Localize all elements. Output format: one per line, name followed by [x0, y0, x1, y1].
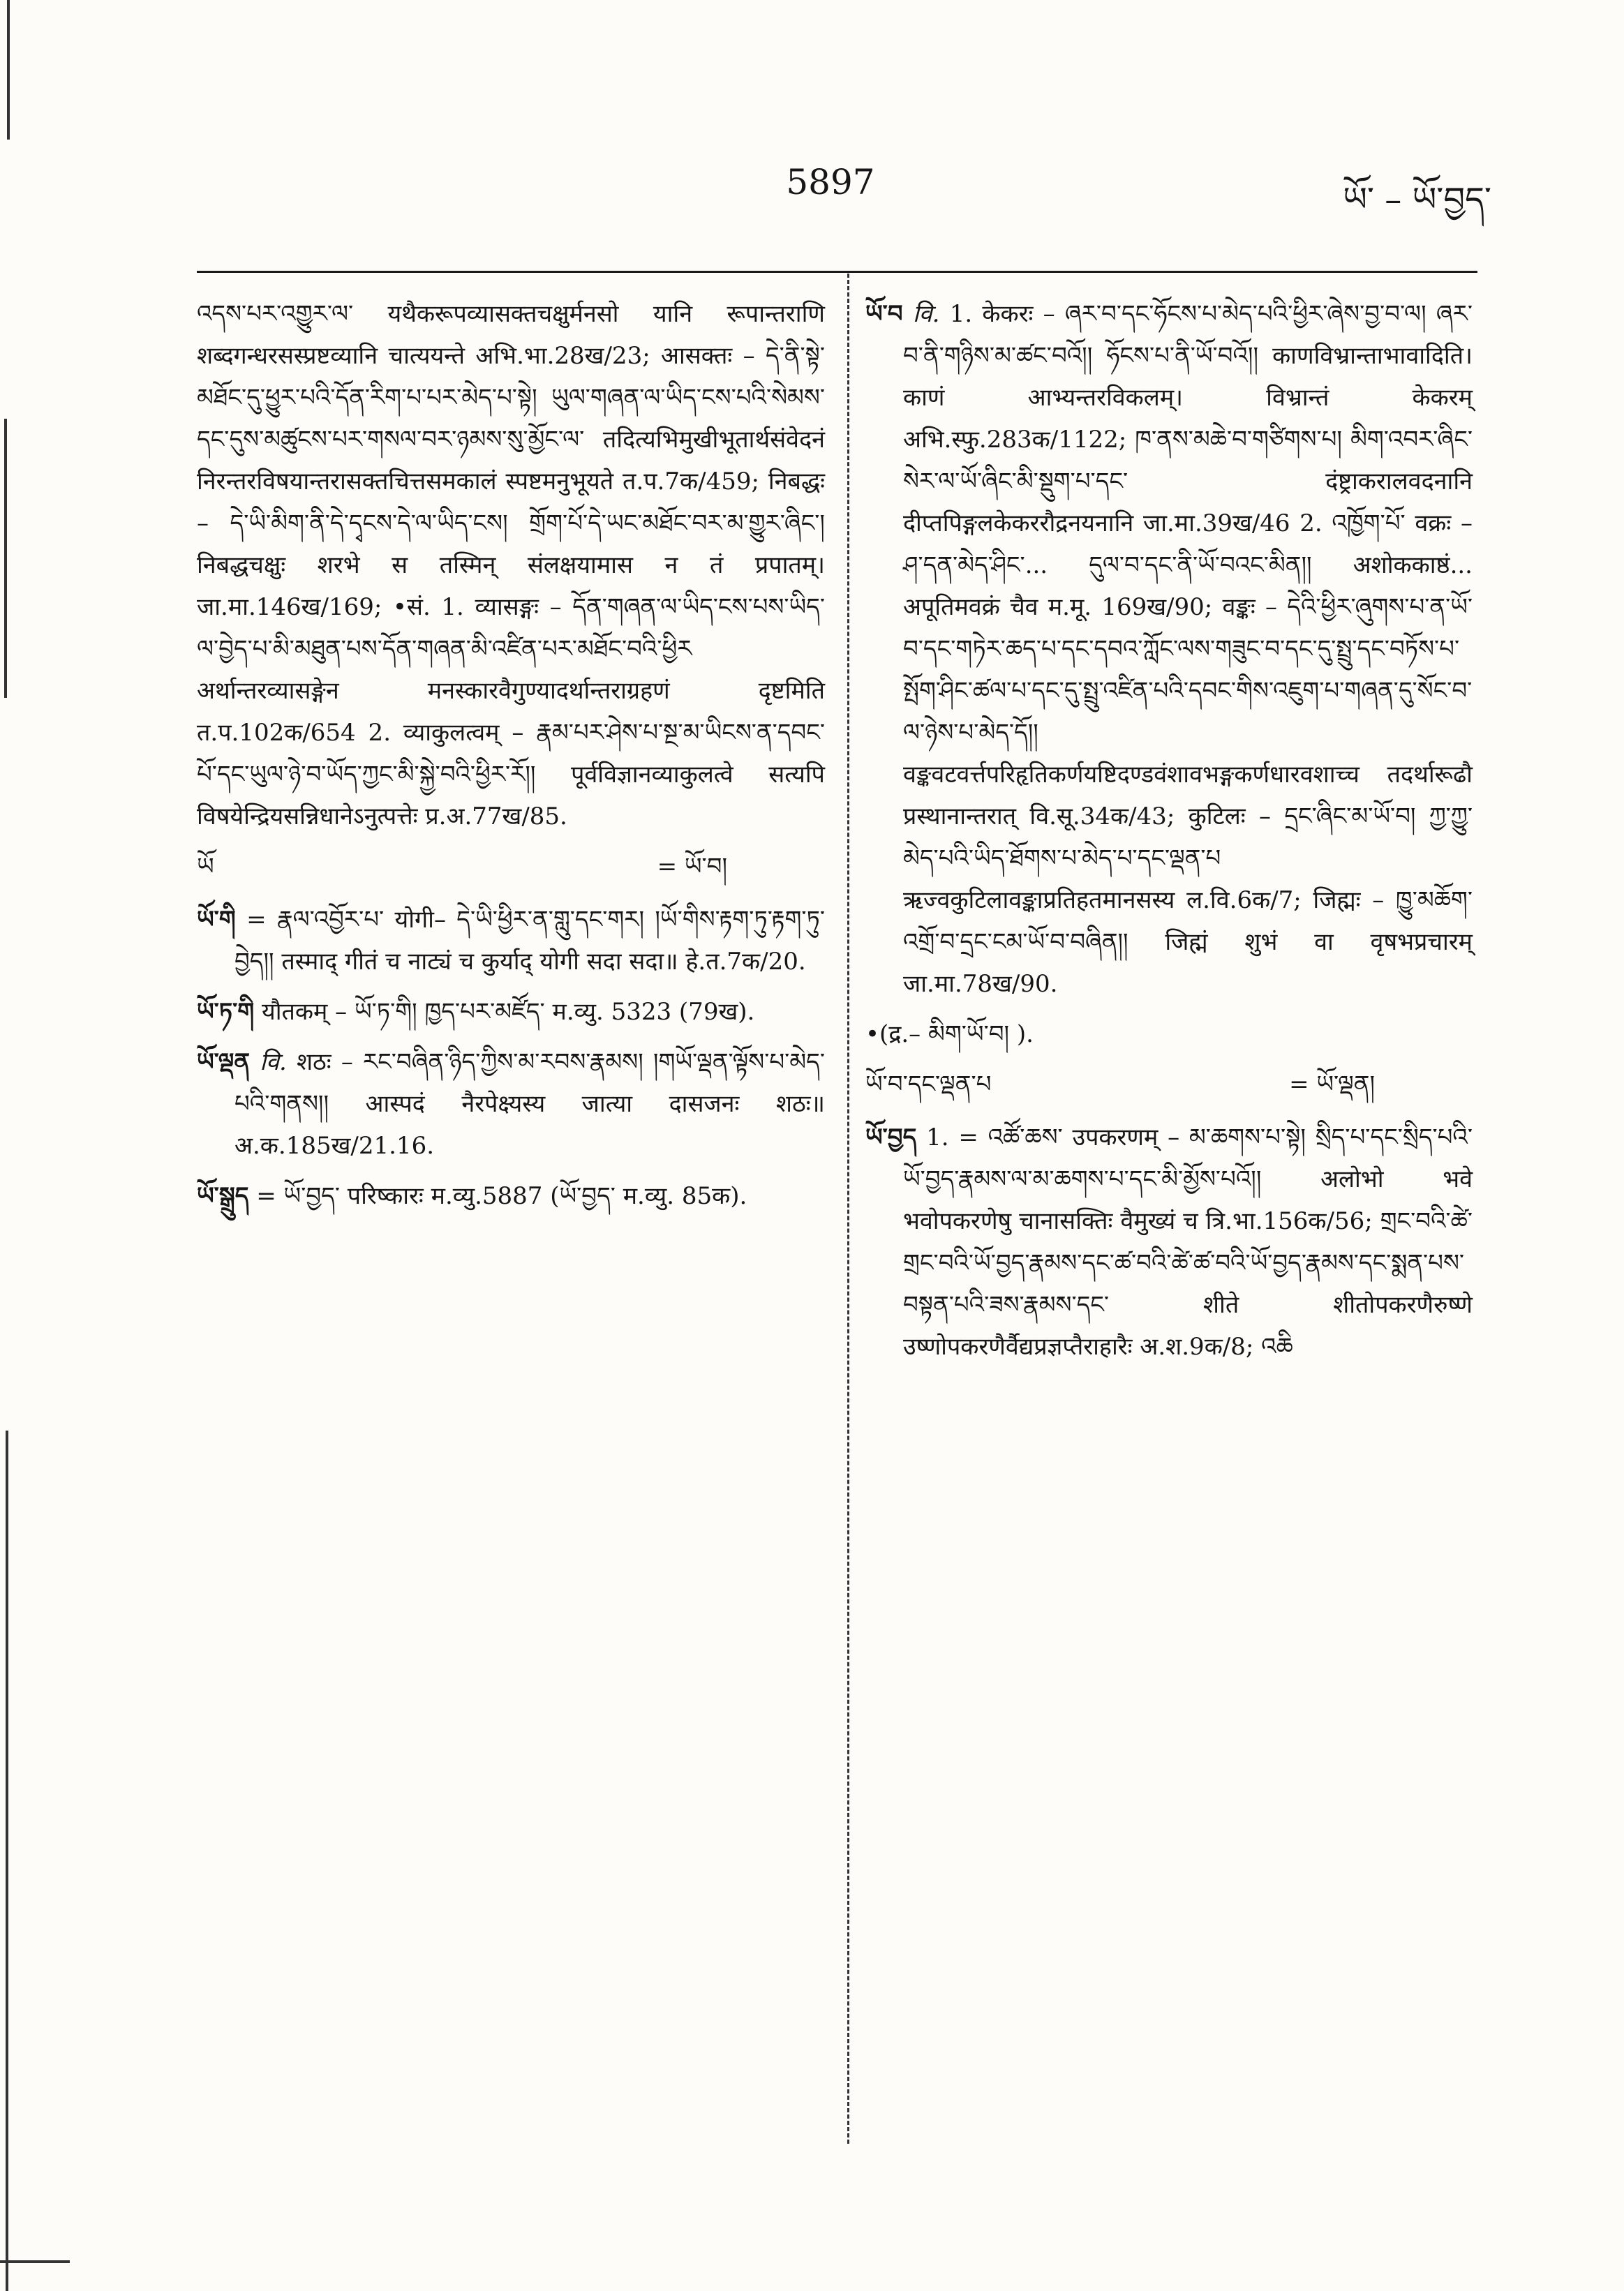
dictionary-entry	[865, 293, 1473, 1005]
headword: ཡོ་བ་དང་ལྡན་པ	[865, 1070, 992, 1098]
scan-edge-mark	[6, 1431, 8, 2291]
headword: ཡོ་གི	[197, 906, 236, 934]
headword: ཡོ་ལྡན	[197, 1048, 251, 1076]
column-divider	[847, 274, 849, 2144]
cross-reference-target: = ཡོ་བ།	[657, 853, 727, 881]
cross-reference	[197, 846, 825, 888]
scan-corner-mark	[0, 2260, 70, 2263]
headword: ཡོ་ཏ་གི	[197, 998, 255, 1026]
cross-reference	[865, 1064, 1473, 1105]
grammar-label: वि.	[260, 1048, 287, 1076]
headword: ཡོ	[197, 853, 214, 881]
grammar-label: वि.	[912, 300, 940, 328]
running-head: ཡོ་ – ཡོ་བྱད་	[1343, 180, 1491, 219]
scan-edge-mark	[7, 0, 10, 140]
entry-definition: शठः – རང་བཞིན་ཉིད་ཀྱིས་མ་རབས་རྣམས། །གཡོ་ལྡན་ལྟོས་པ་མེད་པའི་གནས།། आस्पदं नैरपेक्ष्यस्य जात्या दासजनः शठः॥ अ.क.185ख/21.16.	[234, 1048, 825, 1160]
cross-reference-target: = ཡོ་ལྡན།	[1289, 1070, 1375, 1098]
dictionary-entry	[865, 1117, 1473, 1368]
left-column	[197, 293, 825, 1225]
dictionary-entry	[197, 1175, 825, 1217]
dictionary-entry	[197, 899, 825, 983]
entry-continuation: •(द्र.– མིག་ཡོ་བ། ).	[865, 1020, 1034, 1048]
entry-definition: = རྣལ་འབྱོར་པ་ योगी– དེ་ཡི་ཕྱིར་ན་གླུ་དང་གར། །ཡོ་གིས་རྟག་ཏུ་རྟག་ཏུ་བྱེད།། तस्माद् गीतं च नाट्यं च कुर्याद् योगी सदा सदा॥ हे.त.7क/20.	[234, 906, 826, 976]
header-rule	[197, 271, 1477, 273]
entry-continuation: འདས་པར་འགྱུར་ལ་ यथैकरूपव्यासक्तचक्षुर्मनसो यानि रूपान्तराणि शब्दगन्धरसस्प्रष्टव्यानि चात्ययन्ते अभि.भा.28ख/23; आसक्तः – དེ་ནི་སྟེ་མཐོང་དུ་ཕྱུར་པའི་དོན་རིག་པ་པར་མེད་པ་སྟེ། ཡུལ་གཞན་ལ་ཡིད་ངས་པའི་སེམས་དང་དུས་མཚུངས་པར་གསལ་བར་ཉམས་སུ་མྱོང་ལ་ तदित्यभिमुखीभूतार्थसंवेदनं निरन्तरविषयान्तरासक्तचित्तसमकालं स्पष्टमनुभूयते त.प.7क/459; निबद्धः – དེ་ཡི་མིག་ནི་དེ་དྭངས་དེ་ལ་ཡིད་ངས། གྲོག་པོ་དེ་ཡང་མཐོང་བར་མ་གྱུར་ཞིང་། निबद्धचक्षुः शरभे स तस्मिन् संलक्षयामास न तं प्रपातम्। जा.मा.146ख/169; •सं. 1. व्यासङ्गः – དོན་གཞན་ལ་ཡིད་ངས་པས་ཡིད་ལ་བྱེད་པ་མི་མཐུན་པས་དོན་གཞན་མི་འཛིན་པར་མཐོང་བའི་ཕྱིར अर्थान्तरव्यासङ्गेन मनस्कारवैगुण्यादर्थान्तराग्रहणं दृष्टमिति त.प.102क/654 2. व्याकुलत्वम् – རྣམ་པར་ཤེས་པ་སྔ་མ་ཡིངས་ན་དབང་པོ་དང་ཡུལ་ཉེ་བ་ཡོད་ཀྱང་མི་སྐྱེ་བའི་ཕྱིར་རོ།། पूर्वविज्ञानव्याकुलत्वे सत्यपि विषयेन्द्रियसन्निधानेऽनुत्पत्तेः प्र.अ.77ख/85.	[197, 300, 825, 830]
right-column	[865, 293, 1473, 1376]
entry-definition: यौतकम् – ཡོ་ཏ་གི། ཁྱད་པར་མཛོད་ म.व्यु. 5323 (79ख).	[262, 998, 755, 1026]
entry-definition: = ཡོ་བྱད་ परिष्कारः म.व्यु.5887 (ཡོ་བྱད་ म.व्यु. 85क).	[256, 1182, 747, 1210]
scan-edge-mark	[4, 419, 7, 698]
dictionary-entry	[197, 991, 825, 1033]
dictionary-entry	[197, 1041, 825, 1167]
entry-definition: 1. केकरः – ཞར་བ་དང་ཧོངས་པ་མེད་པའི་ཕྱིར་ཞེས་བྱ་བ་ལ། ཞར་བ་ནི་གཉིས་མ་ཚང་བའོ།། ཧོངས་པ་ནི་ཡོ་བའོ།། काणविभ्रान्ताभावादिति। काणं आभ्यन्तरविकलम्। विभ्रान्तं केकरम् अभि.स्फु.283क/1122; ཁ་ནས་མཆེ་བ་གཙིགས་པ། མིག་འབར་ཞིང་སེར་ལ་ཡོ་ཞིང་མི་སྡུག་པ་དང་ दंष्ट्राकरालवदनानि दीप्तपिङ्गलकेकररौद्रनयनानि जा.मा.39ख/46 2. འཁྱོག་པོ་ वक्रः – ཤ་དན་མེད་ཤིང་... དུལ་བ་དང་ནི་ཡོ་བའང་མིན།། अशोककाष्ठं... अपूतिमवक्रं चैव म.मू. 169ख/90; वङ्कः – དེའི་ཕྱིར་ཞུགས་པ་ན་ཡོ་བ་དང་གཏེར་ཆད་པ་དང་དབའ་ཀློང་ལས་གཟུང་བ་དང་དུ་སྤྲུ་དང་བཏོས་པ་སྤོག་ཤིང་ཚལ་པ་དང་དུ་སྤྲུ་འཛིན་པའི་དབང་གིས་འཇུག་པ་གཞན་དུ་སོང་བ་ལ་ཉེས་པ་མེད་དོ།། वङ्कवटवर्त्तपरिहृतिकर्णयष्टिदण्डवंशावभङ्गकर्णधारवशाच्च तदर्थारूढौ प्रस्थानान्तरात् वि.सू.34क/43; कुटिलः – དྲང་ཞིང་མ་ཡོ་བ། ཀྱ་ཀྱུ་མེད་པའི་ཡིད་ཐོགས་པ་མེད་པ་དང་ལྡན་པ ऋज्वकुटिलावङ्काप्रतिहतमानसस्य ल.वि.6क/7; जिह्मः – ཁྱུ་མཆོག་འགྲོ་བ་དྲང་ངམ་ཡོ་བ་བཞིན།། जिह्मं शुभं वा वृषभप्रचारम् जा.मा.78ख/90.	[903, 300, 1473, 998]
headword: ཡོ་བ	[865, 300, 903, 328]
page-number: 5897	[786, 162, 875, 202]
headword: ཡོ་སྒྲུད	[197, 1182, 249, 1210]
headword: ཡོ་བྱད	[865, 1124, 917, 1151]
entry-definition: 1. = འཚོ་ཆས་ उपकरणम् – མ་ཆགས་པ་སྟེ། སྲིད་པ་དང་སྲིད་པའི་ཡོ་བྱད་རྣམས་ལ་མ་ཆགས་པ་དང་མི་མྱོས་པའོ།། अलोभो भवे भवोपकरणेषु चानासक्तिः वैमुख्यं च त्रि.भा.156क/56; གྲང་བའི་ཚེ་གྲང་བའི་ཡོ་བྱད་རྣམས་དང་ཚ་བའི་ཚེ་ཚ་བའི་ཡོ་བྱད་རྣམས་དང་སྨན་པས་བསྟན་པའི་ཟས་རྣམས་དང་ शीते शीतोपकरणैरुष्णे उष्णोपकरणैर्वैद्यप्रज्ञप्तैराहारैः अ.श.9क/8; འཆི	[903, 1124, 1473, 1361]
